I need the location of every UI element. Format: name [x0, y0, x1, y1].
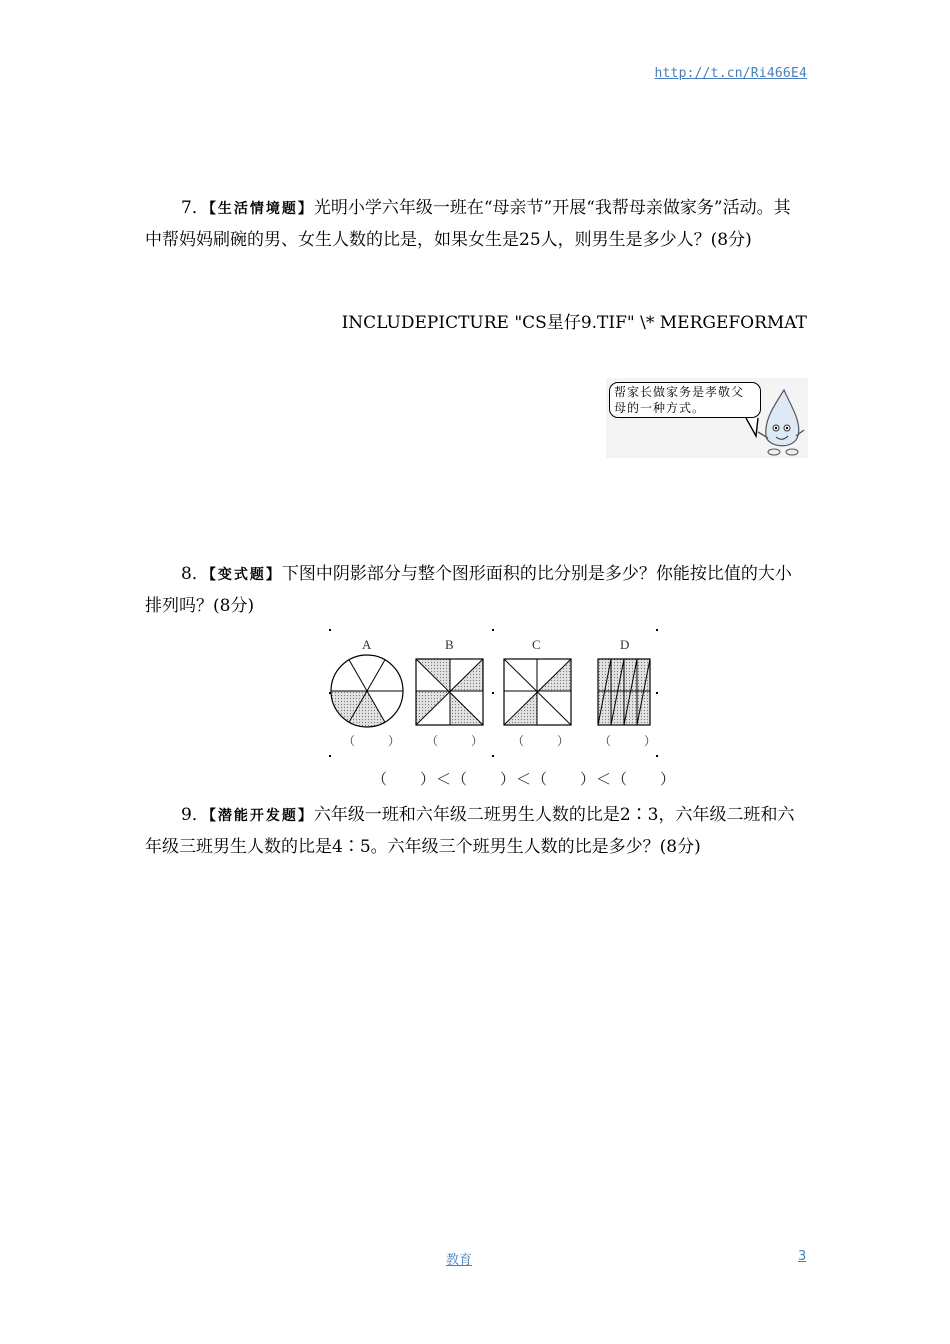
q9-text: 六年级一班和六年级二班男生人数的比是2∶3，六年级二班和六年级三班男生人数的比是4∶5。六年级三个班男生人数的比是多少？(8分)	[145, 805, 795, 857]
figure-a-label: A	[362, 637, 372, 652]
q7-tag: 【生活情境题】	[208, 201, 314, 217]
figure-c-blank: （ ）	[512, 734, 573, 748]
q8-number: 8．	[181, 564, 209, 584]
figure-a	[331, 655, 403, 727]
figure-d	[598, 659, 650, 725]
figure-d-label: D	[620, 637, 630, 652]
figure-group	[325, 628, 665, 760]
figure-a-blank: （ ）	[343, 734, 404, 748]
include-picture-field: INCLUDEPICTURE "CS星仔9.TIF" \* MERGEFORMAT	[341, 313, 807, 333]
compare-line: （ ）＜（ ）＜（ ）＜（ ）	[372, 770, 677, 788]
mascot-picture	[606, 378, 808, 458]
question-7	[145, 193, 807, 256]
figure-b	[416, 659, 483, 725]
q9-tag: 【潜能开发题】	[208, 808, 314, 824]
page-number[interactable]: 3	[798, 1249, 807, 1264]
header-url-link[interactable]: http://t.cn/Ri466E4	[654, 66, 807, 81]
figure-c	[504, 659, 571, 725]
question-8	[145, 559, 807, 622]
footer-link[interactable]: 教育	[446, 1253, 473, 1268]
q8-tag: 【变式题】	[208, 567, 282, 583]
q7-text: 光明小学六年级一班在“母亲节”开展“我帮母亲做家务”活动。其中帮妈妈刷碗的男、女生人数的比是，如果女生是25人，则男生是多少人？(8分)	[145, 198, 791, 250]
q8-text: 下图中阴影部分与整个图形面积的比分别是多少？你能按比值的大小排列吗？(8分)	[145, 564, 792, 616]
figure-c-label: C	[532, 637, 541, 652]
figure-b-blank: （ ）	[426, 734, 487, 748]
speech-bubble: 帮家长做家务是孝敬父母的一种方式。	[609, 382, 761, 418]
question-9	[145, 800, 807, 863]
q7-number: 7．	[181, 198, 209, 218]
q9-number: 9．	[181, 805, 209, 825]
figure-b-label: B	[445, 637, 454, 652]
figure-d-blank: （ ）	[599, 734, 660, 748]
mascot-icon	[606, 378, 808, 458]
